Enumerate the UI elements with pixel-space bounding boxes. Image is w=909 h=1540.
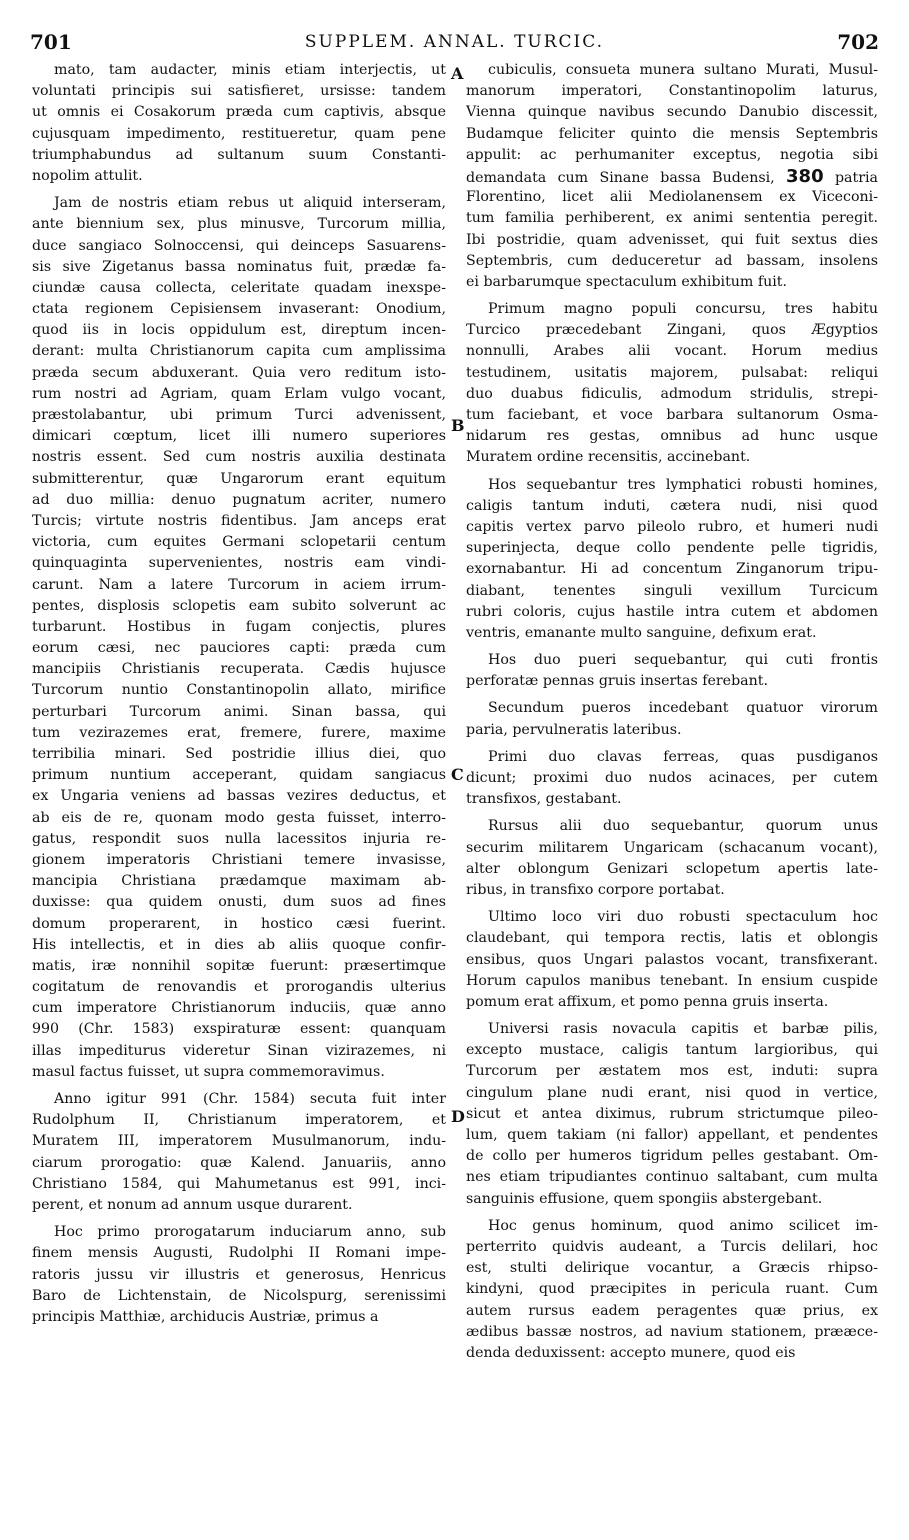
text-line: ædibus bassæ nostros, ad navium stationem, prææce- <box>466 1323 878 1340</box>
text-line: paria, pervulneratis lateribus. <box>466 721 682 738</box>
text-line: masul factus fuisset, ut supra commemoravimus. <box>32 1063 385 1080</box>
paragraph <box>32 60 446 187</box>
text-line: quinquaginta supervenientes, nostris eam vindi- <box>32 555 446 572</box>
running-title: SUPPLEM. ANNAL. TURCIC. <box>304 32 605 52</box>
text-line <box>466 166 878 187</box>
text-line: transfixos, gestabant. <box>466 791 622 808</box>
text-line: denda deduxissent: accepto munere, quod eis <box>466 1344 796 1361</box>
text-line: 990 (Chr. 1583) exspiraturæ essent: quanquam <box>32 1021 446 1038</box>
text-line: ex Ungaria veniens ad bassas vezires deductus, et <box>32 788 446 805</box>
text-line: perturbari Turcorum animi. Sinan bassa, qui <box>32 703 446 720</box>
text-line: ad duo millia: denuo pugnatum acriter, numero <box>32 491 446 508</box>
text-line: mato, tam audacter, minis etiam interjectis, ut <box>54 62 446 78</box>
text-line: triumphabundus ad sultanum suum Constanti- <box>32 146 446 163</box>
text-line: derant: multa Christianorum capita cum amplissima <box>32 343 446 360</box>
margin-mark-b: B <box>451 416 465 435</box>
text-line: præda secum abduxerant. Quia vero reditum isto- <box>32 364 446 381</box>
text-line: Septembris, cum deduceretur ad bassam, insolens <box>466 252 878 269</box>
text-line: testudinem, usitatis majorem, pulsabat: reliqui <box>466 364 878 381</box>
line-text-tail: patria <box>823 169 878 186</box>
text-line: ventris, emanante multo sanguine, defixum erat. <box>466 624 817 641</box>
text-line: ensibus, quos Ungari palastos vocant, transfixerant. <box>466 951 878 968</box>
text-line: præstolabantur, ubi primum Turci advenissent, <box>32 407 446 423</box>
text-line: quod iis in locis oppidulum est, direptum incen- <box>32 322 446 339</box>
page-number-right: 702 <box>837 30 879 54</box>
text-line: domum properarent, in hostico cæsi fuerint. <box>32 915 446 932</box>
text-line: duce sangiaco Solnoccensi, qui deinceps Sasuarens- <box>32 237 446 254</box>
text-line: sis sive Zigetanus bassa nominatus fuit, prædæ fa- <box>32 258 446 275</box>
paragraph <box>466 1019 878 1210</box>
text-line: Jam de nostris etiam rebus ut aliquid interseram, <box>54 195 446 212</box>
text-line: Ibi postridie, quam advenisset, qui fuit sextus dies <box>466 231 878 248</box>
text-line: Turcis; virtute nostris fidentibus. Jam anceps erat <box>32 512 446 529</box>
text-line: pomum erat affixum, et pomo penna gruis inserta. <box>466 993 829 1010</box>
text-line: Hos duo pueri sequebantur, qui cuti frontis <box>488 652 878 669</box>
text-line: diabant, tenentes singuli vexillum Turcicum <box>466 582 878 599</box>
text-line: tum vezirazemes erat, fremere, furere, maxime <box>32 724 446 741</box>
text-line: perforatæ pennas gruis insertas ferebant. <box>466 673 768 690</box>
text-line: Primi duo clavas ferreas, quas pusdiganos <box>488 748 878 765</box>
text-line: securim militarem Ungaricam (schacanum vocant), <box>466 839 878 856</box>
paragraph <box>466 1216 878 1364</box>
text-line: est, stulti delirique vocantur, a Græcis rhipso- <box>466 1260 878 1277</box>
text-line: Rudolphum II, Christianum imperatorem, et <box>32 1112 446 1129</box>
text-line: pentes, displosis sclopetis eam subito solverunt ac <box>32 597 446 614</box>
text-line: Ultimo loco viri duo robusti spectaculum hoc <box>488 909 878 926</box>
paragraph <box>32 1222 446 1328</box>
paragraph <box>466 747 878 811</box>
text-line: de collo per humeros tigridum pelles gestabant. Om- <box>466 1148 878 1165</box>
text-line: His intellectis, et in dies ab aliis quoque confir- <box>32 936 446 953</box>
text-line: Muratem III, imperatorem Musulmanorum, indu- <box>32 1133 446 1150</box>
text-line: Turcorum per æstatem mos est, induti: supra <box>466 1063 878 1080</box>
text-line: Rursus alii duo sequebantur, quorum unus <box>488 818 878 835</box>
text-line: tum faciebant, et voce barbara sultanorum Osma- <box>466 407 878 423</box>
text-line: turbarunt. Hostibus in fugam conjectis, plures <box>32 618 446 635</box>
text-line: nopolim attulit. <box>32 167 143 184</box>
text-line: nidarum res gestas, omnibus ad hunc usque <box>466 428 878 445</box>
text-line: rum nostri ad Agriam, quam Erlam vulgo vocant, <box>32 385 446 402</box>
text-line: exornabantur. Hi ad concentum Zinganorum tripu- <box>466 561 878 578</box>
text-line: cubiculis, consueta munera sultano Murati, Musul- <box>488 62 878 78</box>
text-line: manorum imperatori, Constantinopolim laturus, <box>466 83 878 100</box>
text-line: finem mensis Augusti, Rudolphi II Romani impe- <box>32 1245 446 1262</box>
text-line: nonnulli, Arabes alii vocant. Horum medius <box>466 343 878 360</box>
text-line: illas impediturus videretur Sinan vizirazemes, ni <box>32 1042 446 1059</box>
margin-mark-d: D <box>451 1107 465 1126</box>
text-line: perent, et nonum ad annum usque durarent. <box>32 1196 353 1213</box>
paragraph <box>32 193 446 1083</box>
text-line: ab eis de re, quonam modo gesta fuisset, interro- <box>32 809 446 826</box>
text-line: eorum cæsi, nec pauciores capti: præda cum <box>32 640 446 657</box>
text-line: Vienna quinque navibus secundo Danubio discessit, <box>466 104 878 121</box>
text-line: ribus, in transfixo corpore portabat. <box>466 881 725 898</box>
text-line: principis Matthiæ, archiducis Austriæ, primus a <box>32 1308 379 1325</box>
text-line: Anno igitur 991 (Chr. 1584) secuta fuit inter <box>54 1091 446 1107</box>
paragraph <box>466 698 878 740</box>
paragraph <box>466 60 878 293</box>
text-line: cogitatum de renovandis et prorogandis ulterius <box>32 979 446 996</box>
text-line: terribilia minari. Sed postridie illius diei, quo <box>32 746 446 762</box>
text-line: ciundæ causa collecta, celeritate quadam inexspe- <box>32 279 446 296</box>
text-line: mancipiis Christianis recuperata. Cædis hujusce <box>32 661 446 678</box>
text-line: capitis vertex parvo pileolo rubro, et humeri nudi <box>466 518 878 535</box>
text-line: Horum capulos manibus tenebant. In ensium cuspide <box>466 972 878 989</box>
text-line: nes etiam tripudiantes continuo saltabant, cum multa <box>466 1169 878 1186</box>
text-line: kindyni, quod præcipites in pericula ruant. Cum <box>466 1281 878 1298</box>
text-line: ciarum prorogatio: quæ Kalend. Januariis, anno <box>32 1154 446 1171</box>
text-line: excepto mustace, caligis tantum largioribus, qui <box>466 1042 878 1059</box>
text-line: Hoc genus hominum, quod animo scilicet im- <box>488 1217 878 1234</box>
text-line: tum familia perhiberent, ex animi sententia peregit. <box>466 210 878 227</box>
paragraph <box>466 816 878 901</box>
paragraph <box>466 475 878 645</box>
text-line: primum nuntium acceperant, quidam sangiacus <box>32 767 446 784</box>
page-number-left: 701 <box>30 30 72 54</box>
text-line: sicut et antea diximus, rubrum strictumque pileo- <box>466 1105 878 1122</box>
text-line: matis, iræ nonnihil sopitæ fuerunt: præsertimque <box>32 957 446 974</box>
text-line: lum, quem takiam (ni fallor) appellant, et pendentes <box>466 1127 878 1143</box>
text-line: ut omnis ei Cosakorum præda cum captivis, absque <box>32 104 446 121</box>
paragraph <box>32 1089 446 1216</box>
text-line: gatus, respondit suos nulla lacessitos injuria re- <box>32 830 446 847</box>
text-line: appulit: ac perhumaniter exceptus, negotia sibi <box>466 146 878 163</box>
text-line: ei barbarumque spectaculum exhibitum fuit. <box>466 273 788 290</box>
text-line: claudebant, qui tempora rectis, latis et oblongis <box>466 930 878 947</box>
text-line: victoria, cum equites Germani sclopetarii centum <box>32 534 446 551</box>
text-line: alter oblongum Genizari sclopetum apertis late- <box>466 860 878 877</box>
text-line: ratoris jussu vir illustris et generosus, Henricus <box>32 1266 446 1283</box>
paragraph <box>466 650 878 692</box>
text-line: Baro de Lichtenstain, de Nicolspurg, serenissimi <box>32 1287 446 1304</box>
text-line: cingulum plane nudi erant, nisi quod in vertice, <box>466 1084 878 1101</box>
text-line: perterrito quidvis audeant, a Turcis delilari, hoc <box>466 1238 878 1255</box>
text-line: cujusquam impedimento, restitueretur, quam pene <box>32 125 446 142</box>
text-line: duxisse: qua quidem onusti, dum suos ad fines <box>32 894 446 911</box>
text-line: Budamque feliciter quinto die mensis Septembris <box>466 125 878 142</box>
text-line: dimicari cœptum, licet illi numero superiores <box>32 428 446 445</box>
line-text: demandata cum Sinane bassa Budensi, <box>466 169 787 186</box>
text-line: ante biennium sex, plus minusve, Turcorum millia, <box>32 216 446 233</box>
text-line: cum imperatore Christianorum induciis, quæ anno <box>32 1000 446 1017</box>
text-line: Turcico præcedebant Zingani, quos Ægyptios <box>466 322 878 339</box>
text-line: nostris essent. Sed cum nostris auxilia destinata <box>32 449 446 466</box>
paragraph <box>466 907 878 1013</box>
text-line: carunt. Nam a latere Turcorum in aciem irrum- <box>32 576 446 593</box>
text-line: Turcorum nuntio Constantinopolin allato, mirifice <box>32 682 446 699</box>
left-column <box>32 60 446 1334</box>
margin-mark-a: A <box>451 64 464 83</box>
text-line: superinjecta, deque collo pendente pelle tigridis, <box>466 540 878 557</box>
text-line: Christiano 1584, qui Mahumetanus est 991, inci- <box>32 1175 446 1192</box>
text-line: mancipia Christiana prædamque maximam ab- <box>32 873 446 890</box>
text-line: Universi rasis novacula capitis et barbæ pilis, <box>488 1021 878 1038</box>
text-line: submitterentur, quæ Ungarorum erant equitum <box>32 470 446 487</box>
text-line: dicunt; proximi duo nudos acinaces, per cutem <box>466 770 878 786</box>
text-line: caligis tantum induti, cætera nudi, nisi quod <box>466 497 878 514</box>
text-line: Florentino, licet alii Mediolanensem ex Viceconi- <box>466 189 878 206</box>
text-line: autem rursus eadem peragentes quæ prius, ex <box>466 1302 878 1319</box>
text-line: voluntati principis sui satisfieret, ursisse: tandem <box>32 83 446 100</box>
text-line: ctata regionem Cepisiensem invaserant: Onodium, <box>32 301 446 318</box>
text-line: sanguinis effusione, quem spongiis abstergebant. <box>466 1190 823 1207</box>
right-column <box>466 60 878 1370</box>
running-header <box>30 30 879 60</box>
margin-mark-c: C <box>451 765 464 784</box>
text-line: duo duabus fidiculis, admodum stridulis, strepi- <box>466 385 878 402</box>
paragraph <box>466 299 878 469</box>
text-line: Muratem ordine recensitis, accinebant. <box>466 449 751 466</box>
text-line: Hos sequebantur tres lymphatici robusti homines, <box>488 476 878 493</box>
text-line: Primum magno populi concursu, tres habitu <box>488 301 878 318</box>
text-line: gionem imperatoris Christiani temere invasisse, <box>32 851 446 868</box>
inline-number: 380 <box>786 165 824 187</box>
text-line: rubri coloris, cujus hastile intra cutem et abdomen <box>466 603 878 620</box>
text-line: Hoc primo prorogatarum induciarum anno, sub <box>54 1224 446 1241</box>
text-line: Secundum pueros incedebant quatuor virorum <box>488 700 878 717</box>
